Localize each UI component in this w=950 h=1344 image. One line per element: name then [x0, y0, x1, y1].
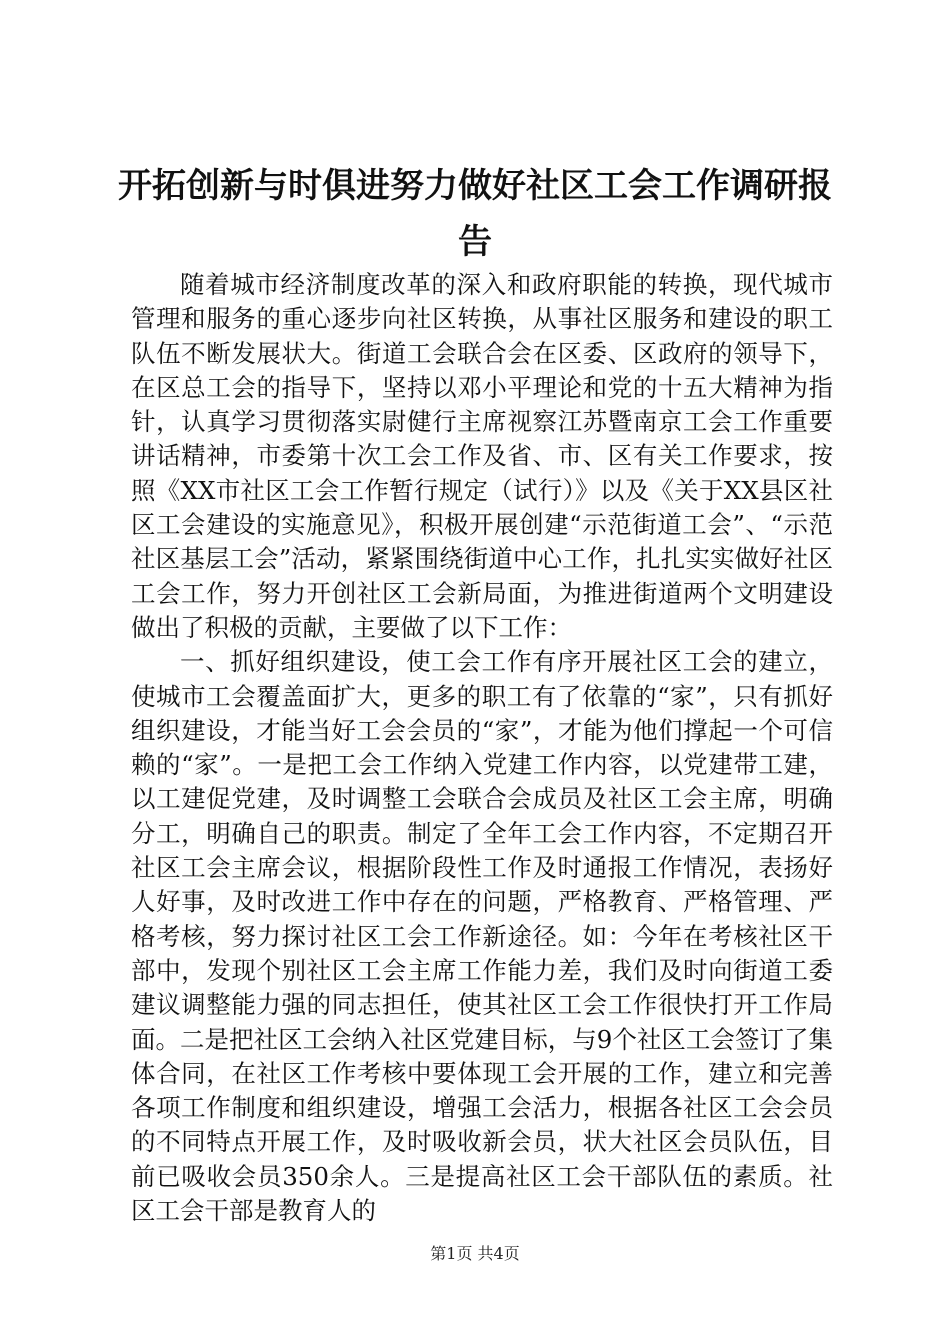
paragraph-section-one: 一、抓好组织建设，使工会工作有序开展社区工会的建立，使城市工会覆盖面扩大，更多的职工有了依靠的“家”，只有抓好组织建设，才能当好工会会员的“家”，才能为他们撑起一个可信赖的“家”。一是把工会工作纳入党建工作内容，以党建带工建，以工建促党建，及时调整工会联合会成员及社区工会主席，明确分工，明确自己的职责。制定了全年工会工作内容，不定期召开社区工会主席会议，根据阶段性工作及时通报工作情况，表扬好人好事，及时改进工作中存在的问题，严格教育、严格管理、严格考核，努力探讨社区工会工作新途径。如：今年在考核社区干部中，发现个别社区工会主席工作能力差，我们及时向街道工委建议调整能力强的同志担任，使其社区工会工作很快打开工作局面。二是把社区工会纳入社区党建目标，与9个社区工会签订了集体合同，在社区工作考核中要体现工会开展的工作，建立和完善各项工作制度和组织建设，增强工会活力，根据各社区工会会员的不同特点开展工作，及时吸收新会员，状大社区会员队伍，目前已吸收会员350余人。三是提高社区工会干部队伍的素质。社区工会干部是教育人的: [131, 647, 833, 1226]
document-title: 开拓创新与时俱进努力做好社区工会工作调研报告: [118, 166, 832, 262]
document-body: [131, 268, 833, 1228]
paragraph-intro: 随着城市经济制度改革的深入和政府职能的转换，现代城市管理和服务的重心逐步向社区转换，从事社区服务和建设的职工队伍不断发展状大。街道工会联合会在区委、区政府的领导下，在区总工会的指导下，坚持以邓小平理论和党的十五大精神为指针，认真学习贯彻落实尉健行主席视察江苏暨南京工会工作重要讲话精神，市委第十次工会工作及省、市、区有关工作要求，按照《XX市社区工会工作暂行规定（试行）》以及《关于XX县区社区工会建设的实施意见》，积极开展创建“示范街道工会”、“示范社区基层工会”活动，紧紧围绕街道中心工作，扎扎实实做好社区工会工作，努力开创社区工会新局面，为推进街道两个文明建设做出了积极的贡献，主要做了以下工作：: [131, 270, 833, 642]
page-footer: 第1页 共4页: [430, 1244, 520, 1263]
